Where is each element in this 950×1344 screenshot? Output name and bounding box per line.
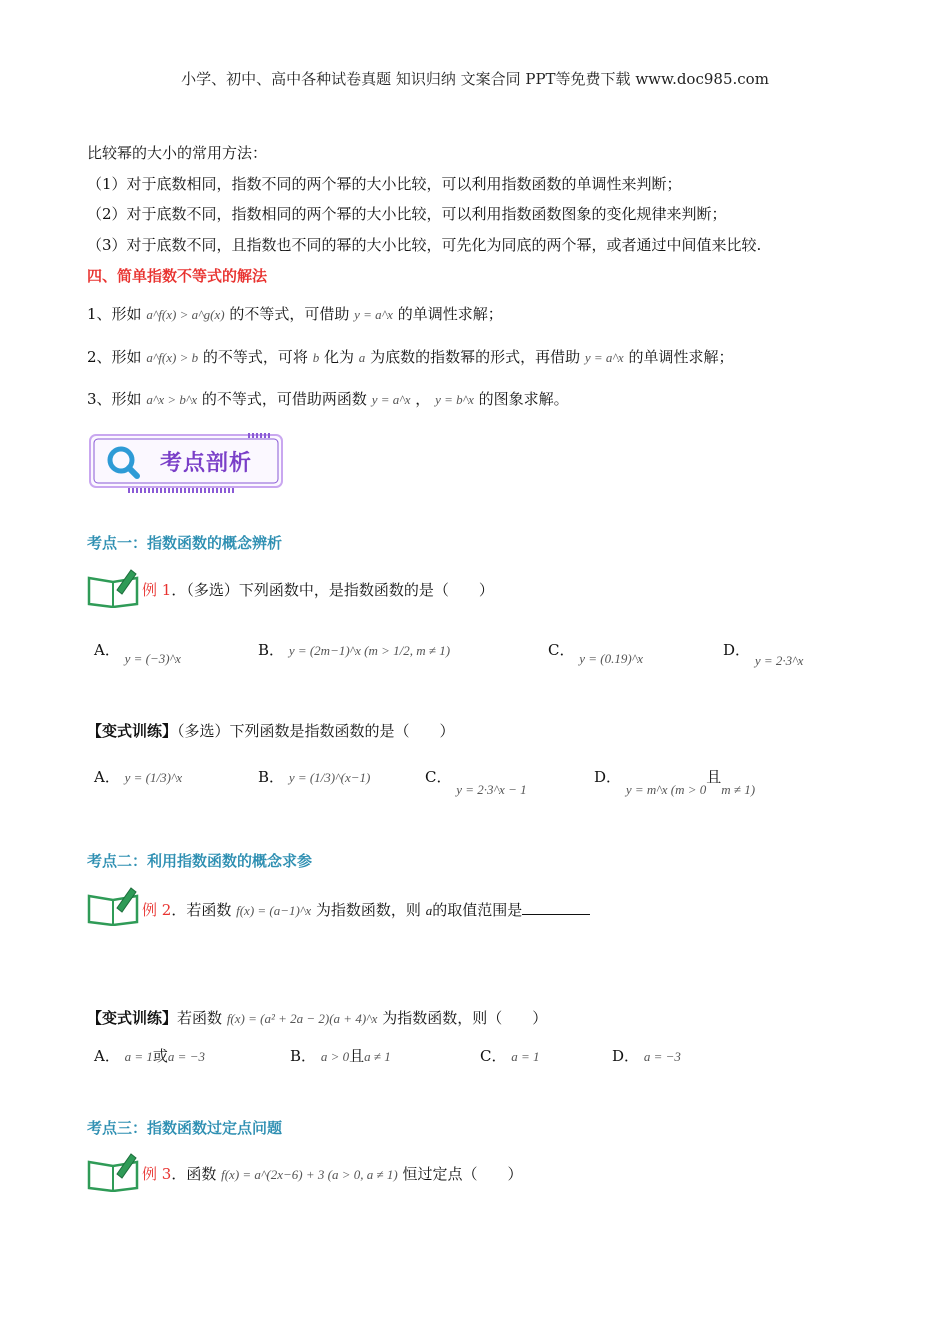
book-pencil-icon [87,884,139,926]
option-letter: A． [94,768,120,786]
option-expr-2: a = −3 [167,1049,205,1064]
example3-label: 例 3 [142,1165,172,1183]
t1-option-b [258,640,450,661]
example-3 [142,1164,523,1185]
example2-expr: f(x) = (a−1)^x [236,903,312,918]
rule2-suffix: 的单调性求解； [628,348,734,366]
rule2-mid1: 的不等式，可将 [202,348,308,366]
v2-option-c [480,1046,540,1067]
option-letter: B． [290,1047,317,1065]
option-expr: y = (1/3)^x [124,770,183,785]
rule1-func: y = a^x [354,307,393,322]
option-expr: y = (0.19)^x [579,651,643,666]
rule3-suffix: 的图象求解。 [478,390,569,408]
option-expr: y = (−3)^x [124,651,181,666]
example2-post: 的取值范围是 [432,901,523,919]
example1-label: 例 1 [142,581,172,599]
option-expr: y = 2·3^x [754,653,804,668]
method-item-1: （1）对于底数相同，指数不同的两个幂的大小比较，可以利用指数函数的单调性来判断； [87,175,682,193]
example2-label: 例 2 [142,901,172,919]
book-pencil-icon [87,566,139,608]
option-expr: y = m^x (m > 0 [625,782,707,797]
topic2-title: 考点二：利用指数函数的概念求参 [87,852,313,870]
variant2-expr: f(x) = (a² + 2a − 2)(a + 4)^x [226,1011,378,1026]
variant1-label: 【变式训练】 [87,722,178,740]
t1-option-a [94,640,181,666]
rule2-expr: a^f(x) > b [146,350,199,365]
book-pencil-icon [87,1150,139,1192]
example3-pre: ．函数 [171,1165,217,1183]
option-tail: 或 [152,1047,168,1065]
variant2-post: 为指数函数，则（ ） [382,1009,548,1027]
rule-1 [87,304,503,325]
rule2-prefix: 2、形如 [87,348,142,366]
rule3-comma: ， [415,390,431,408]
example2-pre: ．若函数 [171,901,232,919]
v2-option-d [612,1046,681,1067]
example3-post: 恒过定点（ ） [402,1165,523,1183]
v1-option-b [258,767,370,788]
rule3-prefix: 3、形如 [87,390,142,408]
rule1-mid: 的不等式，可借助 [229,305,350,323]
example2-mid: 为指数函数，则 [315,901,421,919]
option-letter: C． [480,1047,507,1065]
t1-option-c [548,640,643,666]
banner-title: 考点剖析 [160,451,253,476]
example-1 [142,580,494,600]
v2-option-a [94,1046,205,1067]
rule1-suffix: 的单调性求解； [397,305,503,323]
rule-2 [87,347,733,368]
rule2-func: y = a^x [584,350,624,365]
variant2-label: 【变式训练】 [87,1009,178,1027]
rule2-b: b [312,350,320,365]
option-expr-2: m ≠ 1) [721,782,756,797]
t1-option-d [723,640,804,668]
option-expr: a > 0 [320,1049,350,1064]
option-expr: y = (1/3)^(x−1) [288,770,371,785]
topic1-title: 考点一：指数函数的概念辨析 [87,534,283,552]
method-item-3: （3）对于底数不同，且指数也不同的幂的大小比较，可先化为同底的两个幂，或者通过中间值来比较. [87,236,762,254]
option-expr: a = 1 [124,1049,153,1064]
rule3-func1: y = a^x [371,392,411,407]
rule3-expr: a^x > b^x [146,392,198,407]
rule3-func2: y = b^x [435,392,474,407]
variant1-text: （多选）下列函数是指数函数的是（ ） [177,722,455,740]
section4-title: 四、简单指数不等式的解法 [87,267,268,285]
page-header: 小学、初中、高中各种试卷真题 知识归纳 文案合同 PPT等免费下载 www.doc985.com [181,70,769,88]
v1-option-a [94,767,182,788]
variant-2 [87,1008,547,1029]
rule3-mid: 的不等式，可借助两函数 [201,390,367,408]
option-tail: 且 [706,768,722,786]
rule1-expr: a^f(x) > a^g(x) [146,307,225,322]
rule2-mid2: 化为 [323,348,354,366]
topic3-title: 考点三：指数函数过定点问题 [87,1119,283,1137]
rule2-a: a [358,350,366,365]
variant-1 [87,721,455,741]
option-letter: D． [612,1047,640,1065]
variant2-pre: 若函数 [177,1009,223,1027]
v2-option-b [290,1046,391,1067]
option-letter: A． [94,1047,120,1065]
option-expr: y = (2m−1)^x (m > 1/2, m ≠ 1) [288,643,451,658]
example3-expr: f(x) = a^(2x−6) + 3 (a > 0, a ≠ 1) [221,1167,398,1182]
v1-option-d [594,767,756,797]
option-tail: 且 [349,1047,365,1065]
rule2-mid3: 为底数的指数幂的形式，再借助 [370,348,581,366]
example2-var: a [425,903,433,918]
option-expr: a = −3 [643,1049,681,1064]
option-letter: D． [594,768,622,786]
section-banner [88,432,286,494]
methods-title: 比较幂的大小的常用方法： [87,144,268,162]
answer-blank[interactable] [522,900,590,915]
option-expr: y = 2·3^x − 1 [456,782,527,797]
option-letter: A． [94,641,120,659]
option-letter: B． [258,768,285,786]
rule1-prefix: 1、形如 [87,305,142,323]
option-letter: C． [548,641,575,659]
option-letter: C． [425,768,452,786]
example1-text: ．（多选）下列函数中，是指数函数的是（ ） [171,581,494,599]
rule-3 [87,389,569,410]
option-expr: a = 1 [511,1049,540,1064]
v1-option-c [425,767,527,797]
method-item-2: （2）对于底数不同，指数相同的两个幂的大小比较，可以利用指数函数图象的变化规律来判断； [87,205,727,223]
example-2 [142,900,590,921]
option-letter: B． [258,641,285,659]
option-letter: D． [723,641,751,659]
option-expr-2: a ≠ 1 [364,1049,391,1064]
